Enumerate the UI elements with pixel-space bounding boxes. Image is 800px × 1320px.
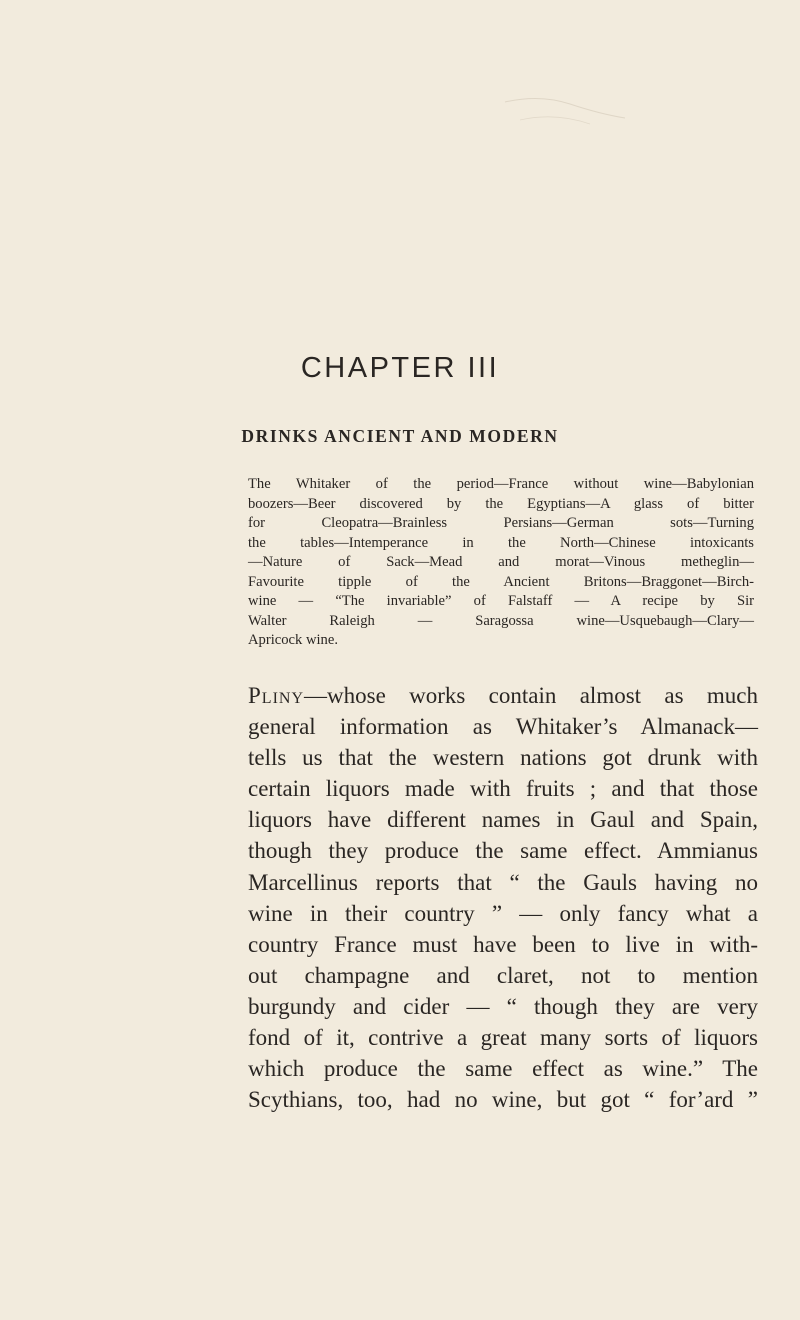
body-paragraph <box>248 680 758 1115</box>
body-line: fond of it, contrive a great many sorts of liquors <box>248 1025 758 1051</box>
body-line-first <box>248 680 758 711</box>
synopsis-line: Favourite tipple of the Ancient Britons—Braggonet—Birch- <box>248 573 754 590</box>
synopsis-line: boozers—Beer discovered by the Egyptians—A glass of bitter <box>248 495 754 512</box>
page-smudge <box>500 90 630 130</box>
chapter-subtitle: DRINKS ANCIENT AND MODERN <box>241 426 559 446</box>
synopsis-line: —Nature of Sack—Mead and morat—Vinous metheglin— <box>248 554 754 570</box>
body-line: though they produce the same effect. Ammianus <box>248 838 758 864</box>
synopsis-line: The Whitaker of the period—France without wine—Babylonian <box>248 476 754 492</box>
body-line: wine in their country ” — only fancy what a <box>248 900 758 926</box>
synopsis-line: for Cleopatra—Brainless Persians—German sots—Turning <box>248 515 754 531</box>
body-line: tells us that the western nations got drunk with <box>248 745 758 771</box>
first-line-rest: —whose works contain almost as much <box>304 683 758 708</box>
body-line: country France must have been to live in with- <box>248 931 758 957</box>
body-line: out champagne and claret, not to mention <box>248 962 758 988</box>
synopsis-line: wine — “The invariable” of Falstaff — A recipe by Sir <box>248 593 754 609</box>
synopsis-line: Walter Raleigh — Saragossa wine—Usquebaugh—Clary— <box>248 612 754 629</box>
body-line: liquors have different names in Gaul and Spain, <box>248 807 758 833</box>
chapter-title: CHAPTER III <box>300 352 500 384</box>
synopsis-line: the tables—Intemperance in the North—Chinese intoxicants <box>248 534 754 551</box>
chapter-synopsis <box>248 475 754 651</box>
body-line: Marcellinus reports that “ the Gauls having no <box>248 869 758 895</box>
drop-word: Pliny <box>248 683 305 708</box>
body-line: Scythians, too, had no wine, but got “ for’ard ” <box>248 1087 758 1113</box>
body-line: burgundy and cider — “ though they are very <box>248 993 758 1019</box>
body-line: which produce the same effect as wine.” The <box>248 1056 758 1082</box>
body-line: certain liquors made with fruits ; and that those <box>248 776 758 802</box>
body-line: general information as Whitaker’s Almanack— <box>248 714 758 740</box>
synopsis-line: Apricock wine. <box>248 632 338 648</box>
